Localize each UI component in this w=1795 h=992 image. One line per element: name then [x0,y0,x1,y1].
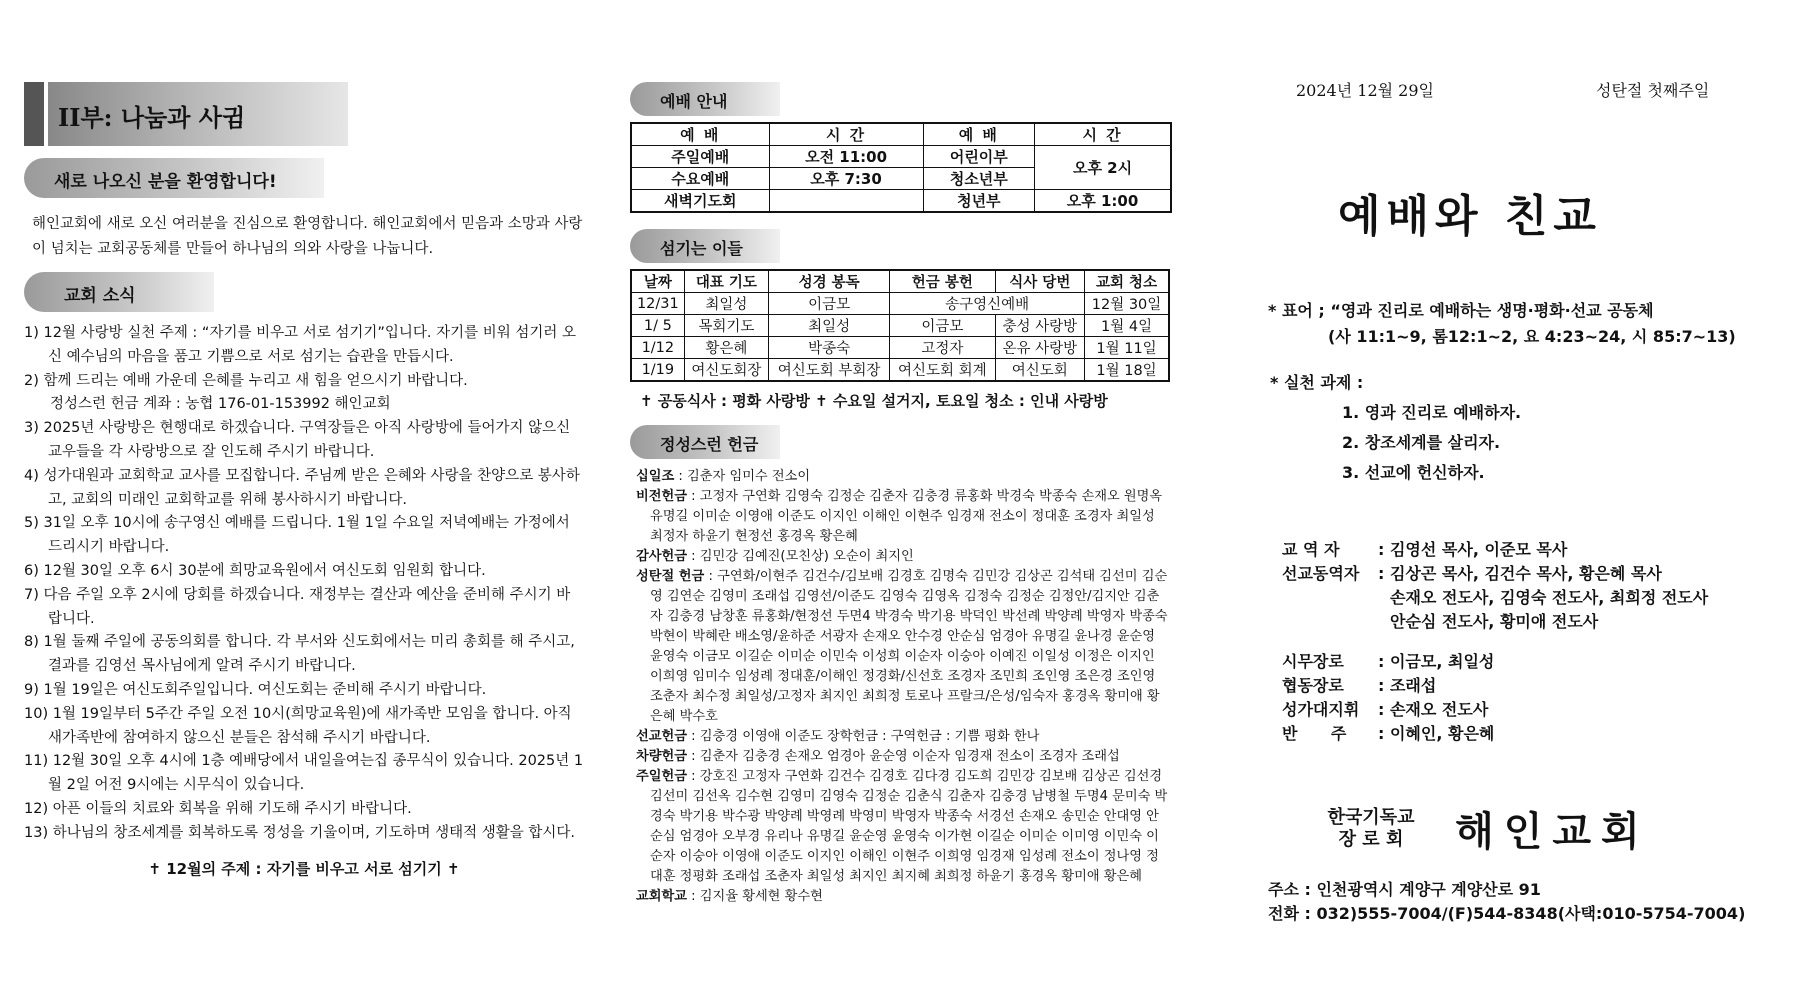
worship-heading: 예배 안내 [630,82,1170,116]
news-item: 12) 아픈 이들의 치료와 회복을 위해 기도해 주시기 바랍니다. [24,800,412,817]
news-list [24,322,584,846]
news-item: 4) 성가대원과 교회학교 교사를 모집합니다. 주님께 받은 은혜와 사랑을 찬양으로 봉사하고, 교회의 미래인 교회학교를 위해 봉사하시기 바랍니다. [24,467,580,508]
table-header-row: 날짜 대표 기도 성경 봉독 헌금 봉헌 식사 당번 교회 청소 [631,270,1169,293]
contact-block [1268,878,1745,926]
date-line [1240,78,1780,102]
church-phone: 전화 : 032)555-7004/(F)544-8348(사택:010-5754-7004) [1268,904,1746,923]
list-item: 교회학교 : 김지율 황세현 황수현 [636,889,823,904]
staff-row: 안순심 전도사, 황미애 전도사 [1390,612,1599,631]
worship-table [630,122,1172,213]
list-item: 1. 영과 진리로 예배하자. [1342,403,1522,422]
church-name: 해인교회 [1455,809,1650,855]
tasks-label: * 실천 과제 : [1270,373,1364,392]
motto-block [1268,298,1736,350]
servers-footer: ✝ 공동식사 : 평화 사랑방 ✝ 수요일 설거지, 토요일 청소 : 인내 사랑방 [640,392,1108,410]
servers-heading: 섬기는 이들 [630,229,1170,263]
news-item: 7) 다음 주일 오후 2시에 당회를 하겠습니다. 재정부는 결산과 예산을 준비해 주시기 바랍니다. [24,586,571,627]
denomination: 한국기독교 장 로 회 [1327,806,1415,850]
welcome-text: 해인교회에 새로 오신 여러분을 진심으로 환영합니다. 해인교회에서 믿음과 소망과 사랑이 넘치는 교회공동체를 만들어 하나님의 의와 사랑을 나눕니다. [32,216,583,257]
title-bar-accent [24,82,44,146]
tasks-block [1270,368,1521,488]
table-row: 주일예배 오전 11:00 어린이부 오후 2시 [631,146,1171,168]
staff-row: 손재오 전도사, 김영숙 전도사, 최희정 전도사 [1390,588,1709,607]
offering-heading: 정성스런 헌금 [630,425,1170,459]
news-item: 3) 2025년 사랑방은 현행대로 하겠습니다. 구역장들은 아직 사랑방에 들어가지 않으신 교우들을 각 사랑방으로 잘 인도해 주시기 바랍니다. [24,420,571,460]
right-column [1240,78,1780,102]
church-signature [1316,800,1650,857]
news-item: 13) 하나님의 창조세계를 회복하도록 정성을 기울이며, 기도하며 생태적 생활을 합시다. [24,824,576,841]
motto-text: “영과 진리로 예배하는 생명·평화·선교 공동체 [1330,301,1654,320]
list-item: 차량헌금 : 김춘자 김충경 손재오 엄경아 윤순영 이순자 임경재 전소이 조경자 조래섭 [636,749,1120,764]
news-item: 2) 함께 드리는 예배 가운데 은혜를 누리고 새 힘을 얻으시기 바랍니다. 정성스런 헌금 계좌 : 농협 176-01-153992 해인교회 [24,370,584,418]
staff-row: 교 역 자 : 김영선 목사, 이준모 목사 [1282,540,1568,559]
middle-column [630,82,1170,907]
staff-row: 반 주 : 이혜인, 황은혜 [1282,724,1495,743]
table-header-row: 예 배 시 간 예 배 시 간 [631,123,1171,146]
table-row: 1/19 여신도회장 여신도회 부회장 여신도회 회계 여신도회 1월 18일 [631,359,1169,382]
staff-row: 선교동역자 : 김상곤 목사, 김건수 목사, 황은혜 목사 [1282,564,1662,583]
servers-table [630,269,1170,382]
sunday-name: 성탄절 첫째주일 [1596,81,1710,100]
news-heading: 교회 소식 [24,272,584,312]
table-row: 새벽기도회 청년부 오후 1:00 [631,190,1171,213]
news-item: 9) 1월 19일은 여신도회주일입니다. 여신도회는 준비해 주시기 바랍니다. [24,681,487,698]
news-item: 6) 12월 30일 오후 6시 30분에 희망교육원에서 여신도회 임원회 합니다. [24,562,486,579]
table-row: 수요예배 오후 7:30 청소년부 [631,168,1171,190]
staff-row: 성가대지휘 : 손재오 전도사 [1282,700,1489,719]
bulletin-date: 2024년 12월 29일 [1296,81,1434,100]
main-title: 예배와 친교 [1338,191,1602,242]
staff-row: 시무장로 : 이금모, 최일성 [1282,652,1495,671]
table-row: 1/ 5 목회기도 최일성 이금모 충성 사랑방 1월 4일 [631,315,1169,337]
part-title: II부: 나눔과 사귐 [58,103,246,132]
church-address: 주소 : 인천광역시 계양구 계양산로 91 [1268,880,1541,899]
news-item: 1) 12월 사랑방 실천 주제 : “자기를 비우고 서로 섬기기”입니다. 자기를 비워 섬기러 오신 예수님의 마음을 품고 기쁨으로 서로 섬기는 습관을 만듭시다. [24,325,576,365]
list-item: 주일헌금 : 강호진 고정자 구연화 김건수 김경호 김다경 김도희 김민강 김보배 김상곤 김선경 김선미 김선옥 김수현 김영미 김영숙 김정순 김춘식 김춘자 김충경 남병철 두명4 문미숙 박경숙 박기용 박수광 박양례 박영례 박영미 박영자 박종숙 서경선 손재오 송민순 안대영 안순심 엄경아 오부경 유리나 유명길 윤순영 윤영숙 이가현 이길순 이미순 이미영 이민숙 이순자 이숭아 이영애 이준도 이지인 이해인 이현주 이희영 임경재 임성례 전소이 정나영 정대훈 정평화 조래섭 조춘자 최일성 최지인 최지혜 최희정 하윤기 홍경옥 황미애 황은혜 [636,769,1168,884]
news-item: 10) 1월 19일부터 5주간 주일 오전 10시(희망교육원)에 새가족반 모임을 합니다. 아직 새가족반에 참여하지 않으신 분들은 참석해 주시기 바랍니다. [24,705,572,746]
motto-label: * 표어 ; [1268,301,1325,320]
table-row: 12/31 최일성 이금모 송구영신예배 12월 30일 [631,293,1169,315]
list-item: 감사헌금 : 김민강 김예진(모친상) 오순이 최지인 [636,549,914,564]
table-row: 1/12 황은혜 박종숙 고정자 온유 사랑방 1월 11일 [631,337,1169,359]
list-item: 선교헌금 : 김충경 이영애 이준도 장학헌금 : 구역헌금 : 기쁨 평화 한나 [636,729,1040,744]
welcome-heading: 새로 나오신 분을 환영합니다! [24,158,584,198]
list-item: 2. 창조세계를 살리자. [1342,433,1501,452]
news-item: 8) 1월 둘째 주일에 공동의회를 합니다. 각 부서와 신도회에서는 미리 총회를 해 주시고, 결과를 김영선 목사님에게 알려 주시기 바랍니다. [24,634,575,675]
motto-refs: (사 11:1~9, 롬12:1~2, 요 4:23~24, 시 85:7~13) [1328,327,1736,346]
monthly-theme: ✝ 12월의 주제 : 자기를 비우고 서로 섬기기 ✝ [148,859,460,878]
part-title-banner [24,82,584,146]
news-item: 11) 12월 30일 오후 4시에 1층 예배당에서 내일을여는집 종무식이 있습니다. 2025년 1월 2일 어전 9시에는 시무식이 있습니다. [24,753,584,794]
offering-list [630,467,1170,907]
list-item: 성탄절 헌금 : 구연화/이현주 김건수/김보배 김경호 김명숙 김민강 김상곤 김석태 김선미 김순영 김연순 김영미 조래섭 김영선/이준도 김영숙 김영옥 김정숙 김정순 김정안/김지안 김춘자 김충경 남창훈 류홍화/현정선 두면4 박경숙 박기용 박덕인 박선례 박양례 박영자 박종숙 박현이 박혜란 배소영/윤하준 서광자 손재오 안수경 안순심 엄경아 유명길 윤나경 윤순영 윤영숙 이금모 이길순 이미순 이민숙 이성희 이순자 이숭아 이예진 이일성 이정은 이지인 이희영 임미수 임성례 정대훈/이해인 정경화/신선호 조경자 조민희 조인영 조은경 조인영 조춘자 최수정 최일성/고정자 최지인 최희정 토로나 프랄크/은성/임숙자 홍경옥 황미애 황은혜 박수호 [636,569,1168,724]
account-line: 정성스런 헌금 계좌 : 농협 176-01-153992 해인교회 [50,396,391,413]
list-item: 십일조 : 김춘자 임미수 전소이 [636,469,811,484]
list-item: 3. 선교에 헌신하자. [1342,463,1485,482]
staff-block [1282,538,1708,746]
left-column [24,82,584,879]
staff-row: 협동장로 : 조래섭 [1282,676,1437,695]
list-item: 비전헌금 : 고정자 구연화 김영숙 김정순 김춘자 김충경 류홍화 박경숙 박종숙 손재오 원명옥 유명길 이미순 이영애 이준도 이지인 이해인 이현주 임경재 전소이 정대훈 조경자 최일성 최정자 하윤기 현정선 홍경옥 황은혜 [636,489,1163,544]
news-item: 5) 31일 오후 10시에 송구영신 예배를 드립니다. 1월 1일 수요일 저녁예배는 가정에서 드리시기 바랍니다. [24,515,570,556]
